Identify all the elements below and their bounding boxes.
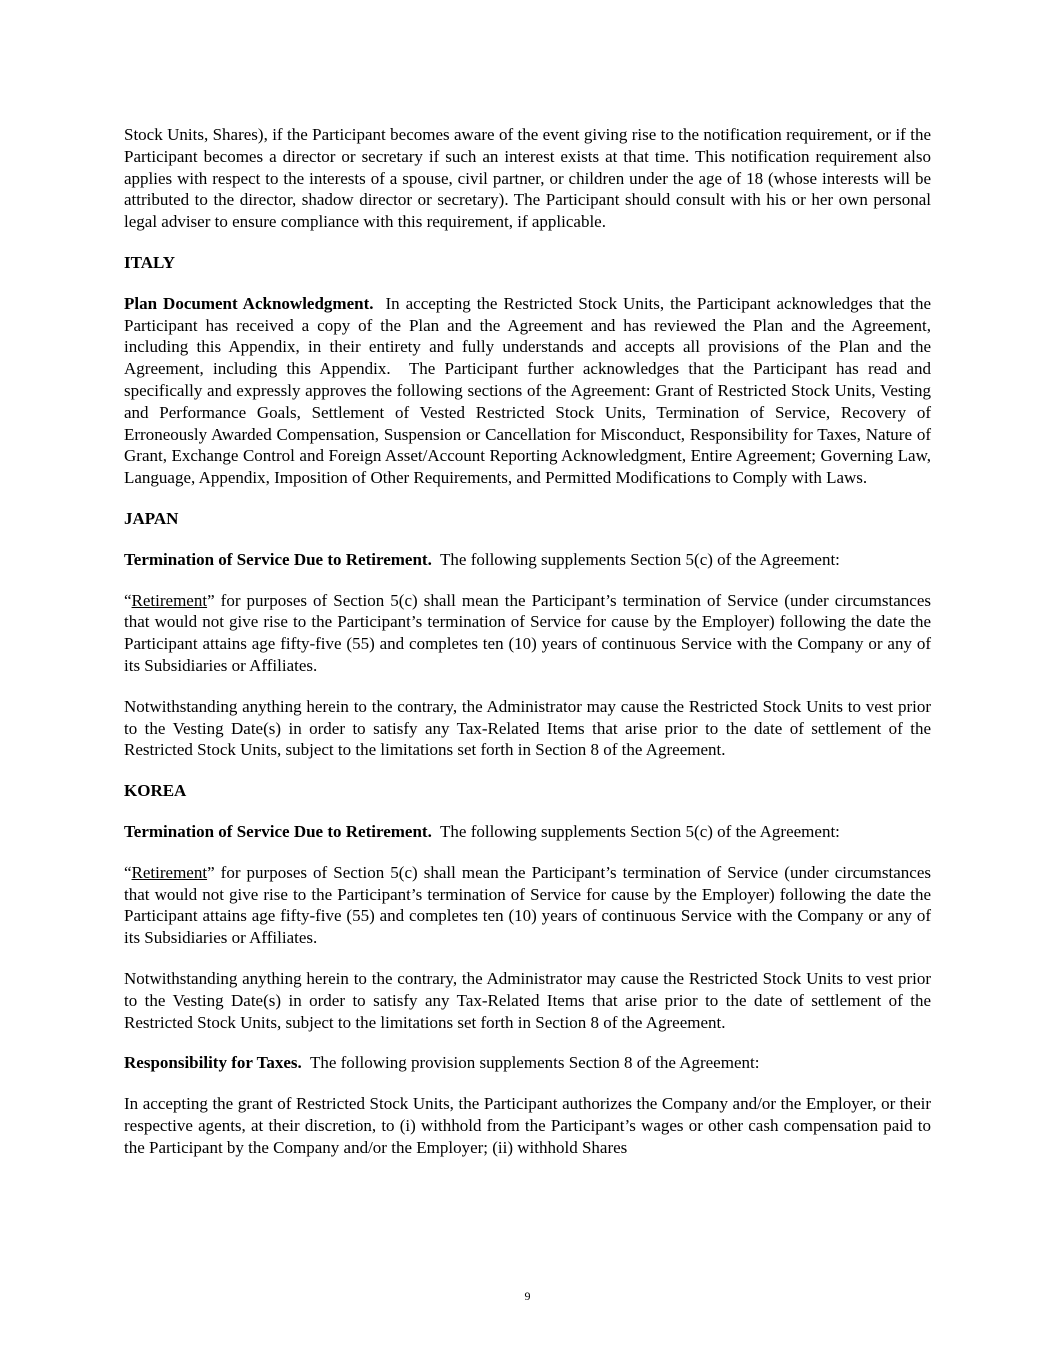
paragraph-text: The following supplements Section 5(c) of the Agreement:: [431, 821, 840, 841]
korea-retirement-definition-paragraph: [124, 862, 931, 949]
open-quote: “: [124, 590, 132, 610]
paragraph-lead: Termination of Service Due to Retirement.: [124, 549, 432, 569]
korea-vesting-paragraph: Notwithstanding anything herein to the contrary, the Administrator may cause the Restricted Stock Units to vest prior to the Vesting Date(s) in order to satisfy any Tax-Related Items that arise prior to the date of settlement of the Restricted Stock Units, subject to the limitations set forth in Section 8 of the Agreement.: [124, 968, 931, 1032]
page-number: 9: [524, 1289, 531, 1303]
defined-term: Retirement: [131, 862, 208, 882]
japan-retirement-lead-paragraph: [124, 549, 931, 571]
paragraph-lead: Plan Document Acknowledgment.: [124, 293, 374, 313]
paragraph-text: The following supplements Section 5(c) of the Agreement:: [431, 549, 840, 569]
paragraph-text: In accepting the Restricted Stock Units, the Participant acknowledges that the Participant has received a copy of the Plan and the Agreement and has reviewed the Plan and the Agreement, including this Appendix, in their entirety and fully understands and accepts all provisions of the Plan and the Agreement, including this Appendix. The Participant further acknowledges that the Participant has read and specifically and expressly approves the following sections of the Agreement: Grant of Restricted Stock Units, Vesting and Performance Goals, Settlement of Vested Restricted Stock Units, Termination of Service, Recovery of Erroneously Awarded Compensation, Suspension or Cancellation for Misconduct, Responsibility for Taxes, Nature of Grant, Exchange Control and Foreign Asset/Account Reporting Acknowledgment, Entire Agreement; Governing Law, Language, Appendix, Imposition of Other Requirements, and Permitted Modifications to Comply with Laws.: [124, 293, 936, 488]
paragraph-text: The following provision supplements Section 8 of the Agreement:: [301, 1053, 760, 1073]
defined-term: Retirement: [131, 590, 208, 610]
korea-retirement-lead-paragraph: [124, 821, 931, 843]
section-heading-italy: ITALY: [124, 252, 176, 272]
korea-taxes-lead-paragraph: [124, 1052, 931, 1074]
japan-retirement-definition-paragraph: [124, 590, 931, 677]
paragraph-lead: Responsibility for Taxes.: [124, 1053, 302, 1073]
section-heading-japan: JAPAN: [124, 508, 179, 528]
korea-taxes-authorization-paragraph: In accepting the grant of Restricted Stock Units, the Participant authorizes the Company and/or the Employer, or their respective agents, at their discretion, to (i) withhold from the Participant’s wages or other cash compensation paid to the Participant by the Company and/or the Employer; (ii) withhold Shares: [124, 1094, 931, 1157]
italy-plan-acknowledgment-paragraph: [124, 293, 936, 489]
paragraph-lead: Termination of Service Due to Retirement.: [124, 821, 432, 841]
document-page: [124, 124, 936, 1177]
paragraph-text: ” for purposes of Section 5(c) shall mean the Participant’s termination of Service (under circumstances that would not give rise to the Participant’s termination of Service for cause by the Employer) following the date the Participant attains age fifty-five (55) and completes ten (10) years of continuous Service with the Company or any of its Subsidiaries or Affiliates.: [124, 862, 931, 948]
open-quote: “: [124, 862, 132, 882]
paragraph-text: ” for purposes of Section 5(c) shall mean the Participant’s termination of Service (under circumstances that would not give rise to the Participant’s termination of Service for cause by the Employer) following the date the Participant attains age fifty-five (55) and completes ten (10) years of continuous Service with the Company or any of its Subsidiaries or Affiliates.: [124, 590, 931, 675]
section-heading-korea: KOREA: [124, 781, 187, 801]
continued-paragraph: Stock Units, Shares), if the Participant becomes aware of the event giving rise to the notification requirement, or if the Participant becomes a director or secretary if such an interest exists at that time. This notification requirement also applies with respect to the interests of a spouse, civil partner, or children under the age of 18 (whose interests will be attributed to the director, shadow director or secretary). The Participant should consult with his or her own personal legal adviser to ensure compliance with this requirement, if applicable.: [124, 125, 931, 232]
japan-vesting-paragraph: Notwithstanding anything herein to the contrary, the Administrator may cause the Restricted Stock Units to vest prior to the Vesting Date(s) in order to satisfy any Tax-Related Items that arise prior to the date of settlement of the Restricted Stock Units, subject to the limitations set forth in Section 8 of the Agreement.: [124, 696, 931, 760]
